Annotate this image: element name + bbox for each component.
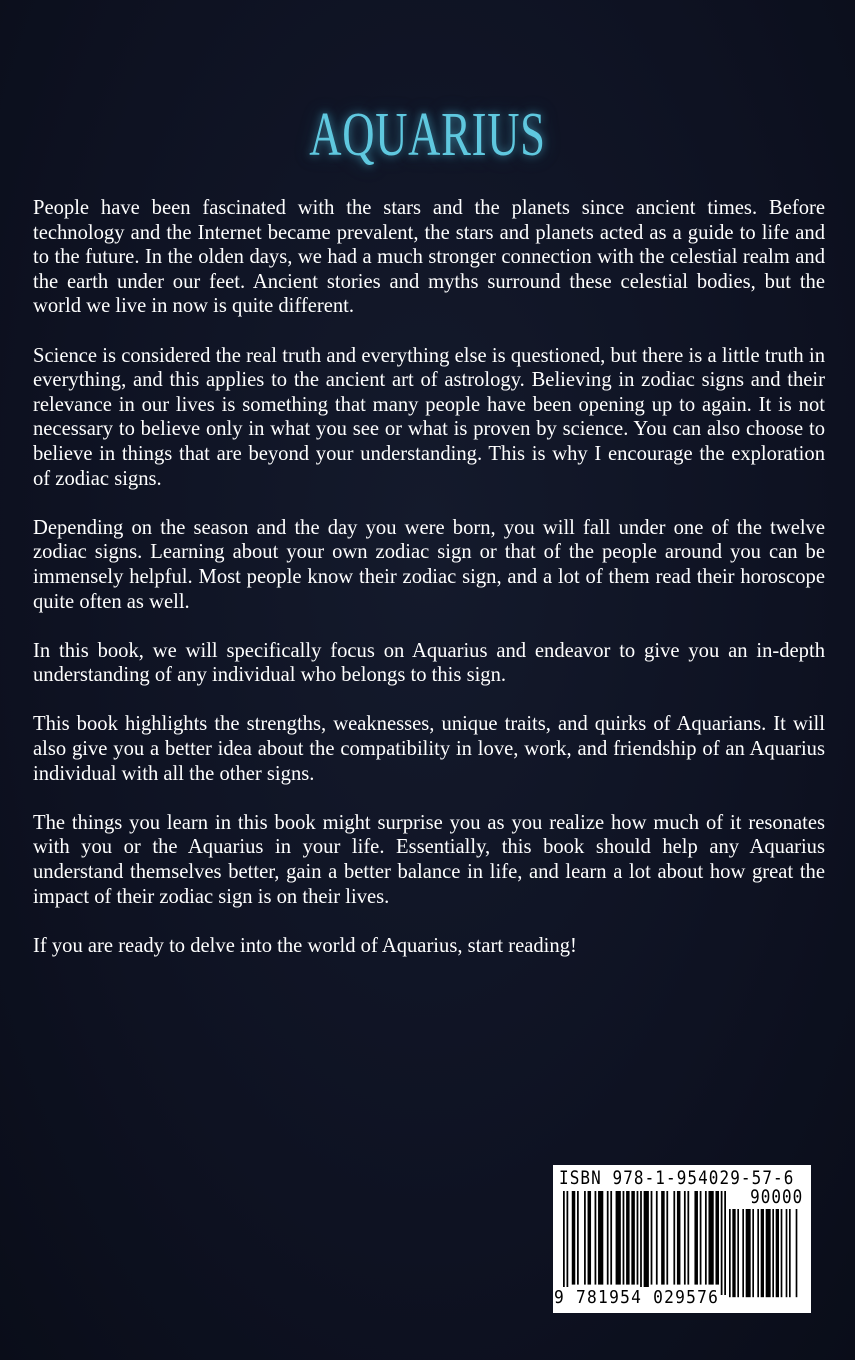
barcode-bar [623,1191,625,1285]
blurb-paragraph: This book highlights the strengths, weaknesses, unique traits, and quirks of Aquarians. It will also give you a better idea about the compatibility in love, work, and friendship of an Aquarius individual with all the other signs. [33,713,825,785]
blurb-paragraph: Science is considered the real truth and everything else is questioned, but there is a little truth in everything, and this applies to the ancient art of astrology. Believing in zodiac signs and their relevance in our lives is something that many people have been opening up to again. It is not necessary to believe only in what you see or what is proven by science. You can also choose to believe in things that are beyond your understanding. This is why I encourage the exploration of zodiac signs. [33,344,825,490]
barcode-bar [656,1191,658,1285]
barcode-bar [776,1209,779,1297]
barcode-bar [644,1191,649,1295]
barcode-bar [588,1191,592,1285]
barcode-bar [746,1209,751,1297]
barcode-bar [752,1209,754,1297]
barcode-bar [757,1209,759,1297]
book-title: AQUARIUS [309,100,546,169]
barcode-bar [786,1209,788,1297]
price-code: 90000 [749,1186,803,1208]
ean-barcode-bars [563,1191,726,1295]
barcode-bar [651,1191,653,1285]
barcode-bar [666,1191,668,1285]
barcode-bar [661,1191,665,1285]
barcode-bar [766,1209,771,1297]
barcode-bar [631,1191,635,1285]
isbn-barcode [553,1165,811,1313]
barcode-bar [715,1191,719,1285]
barcode-bar [677,1191,681,1285]
barcode-bar [673,1191,675,1285]
blurb-paragraph: If you are ready to delve into the world of Aquarius, start reading! [33,934,577,957]
barcode-bar [563,1191,565,1295]
barcode-bar [610,1191,612,1285]
barcode-bar [737,1209,739,1297]
barcode-bar [637,1191,639,1285]
barcode-bar [781,1209,783,1297]
barcode-bar [684,1191,686,1285]
barcode-bar [705,1191,707,1285]
blurb-paragraph: People have been fascinated with the stars and the planets since ancient times. Before technology and the Internet became prevalent, the stars and planets acted as a guide to life and to the future. In the olden days, we had a much stronger connection with the celestial realm and the earth under our feet. Ancient stories and myths surround these celestial bodies, but the world we live in now is quite different. [33,197,825,318]
barcode-bar [729,1209,731,1297]
barcode-bar [640,1191,642,1295]
barcode-bar [595,1191,597,1285]
blurb-paragraph: In this book, we will specifically focus on Aquarius and endeavor to give you an in-depth understanding of any individual who belongs to this sign. [33,639,825,687]
barcode-bar [796,1209,798,1297]
barcode-bar [772,1209,774,1297]
blurb-paragraph: Depending on the season and the day you were born, you will fall under one of the twelve zodiac signs. Learning about your own zodiac sign or that of the people around you can be immensely helpful. Most people know their zodiac sign, and a lot of them read their horoscope quite often as well. [33,516,825,613]
barcode-bar [577,1191,579,1285]
barcode-bar [572,1191,576,1285]
barcode-bar [598,1191,603,1285]
ean-digits: 9 781954 029576 [554,1287,720,1308]
barcode-bar [567,1191,569,1295]
barcode-bar [700,1191,702,1285]
barcode-bar [607,1191,609,1285]
addon-barcode-bars [729,1209,799,1307]
barcode-bar [789,1209,791,1297]
barcode-bar [584,1191,586,1285]
barcode-bar [687,1191,689,1285]
barcode-bar [708,1191,713,1285]
isbn-number: ISBN 978-1-954029-57-6 [559,1167,795,1189]
barcode-bar [694,1191,698,1285]
barcode-bar [724,1191,726,1295]
barcode-bar [742,1209,744,1297]
barcode-bar [721,1191,723,1295]
barcode-bar [732,1209,735,1297]
barcode-bar [616,1191,621,1285]
barcode-bar [626,1191,630,1285]
blurb-paragraph: The things you learn in this book might surprise you as you realize how much of it resonates with you or the Aquarius in your life. Essentially, this book should help any Aquarius understand themselves better, gain a better balance in life, and learn a lot about how great the impact of their zodiac sign is on their lives. [33,811,825,908]
blurb [33,196,825,983]
barcode-bar [761,1209,764,1297]
